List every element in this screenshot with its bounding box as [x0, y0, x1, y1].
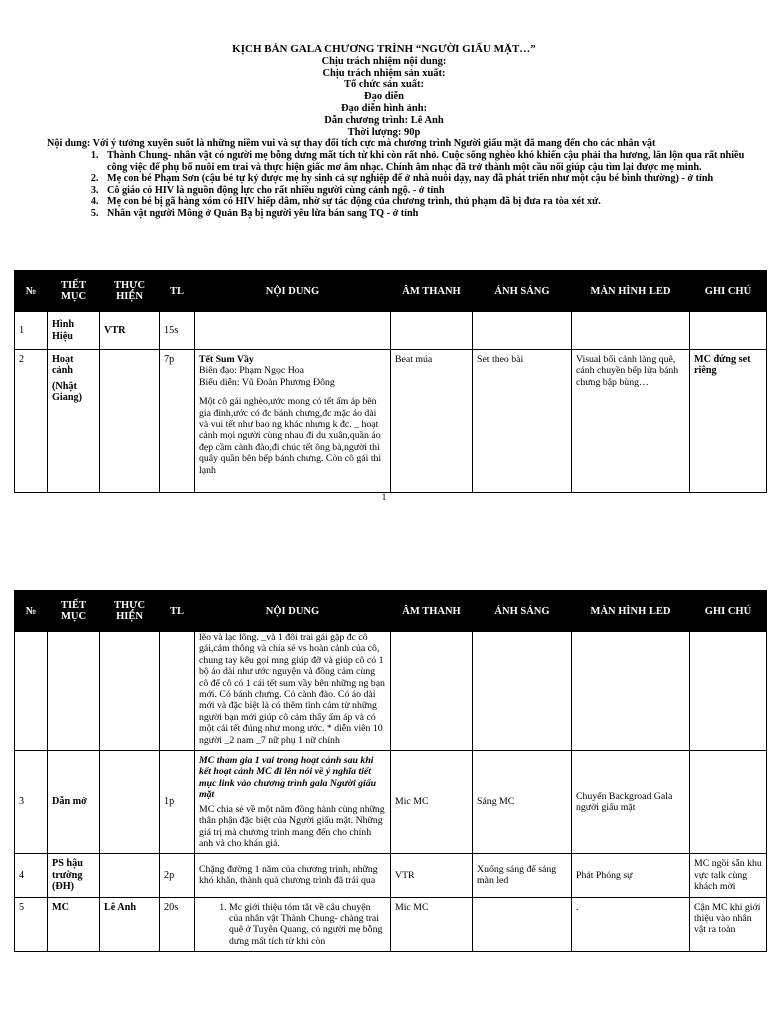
col-header-light: ÁNH SÁNG [473, 271, 572, 312]
script-table-page1 [14, 270, 767, 493]
cell-light: Set theo bài [473, 350, 572, 493]
act-choreographer: Biên đạo: Phạm Ngọc Hoa [199, 365, 305, 377]
header-line: Chịu trách nhiệm sản xuất: [322, 67, 446, 79]
col-header-content: NỘI DUNG [195, 591, 391, 632]
table-row [15, 897, 767, 952]
cell-content: lẽo và lạc lõng. _và 1 đôi trai gái gặp đc cô gái,cảm thông và chia sẻ vs hoàn cảnh của cô, chung tay kêu gọi mng giúp đỡ và giúp cô có 1 bộ áo dài như ước nguyện và đồng cảm cùng cô để cô có 1 cái tết sum vầy bên những ng bạn mới. Có bánh chưng. Có cành đào. Có áo dài mới và đặc biệt là có thêm tình cảm từ những người bạn mới giúp cô cảm thấy ấm áp và có một cái tết đúng như mong ước. * diễn viên 10 người _2 nam _7 nữ phụ 1 nữ chính [195, 632, 391, 751]
cell-led [572, 312, 690, 350]
table-row [15, 632, 767, 751]
cell-tl: 7p [160, 350, 195, 493]
cell-note: MC đứng set riêng [690, 350, 767, 493]
document-title: KỊCH BẢN GALA CHƯƠNG TRÌNH “NGƯỜI GIẤU MẶT…” [232, 43, 536, 55]
table-row [15, 312, 767, 350]
cell-tl: 15s [160, 312, 195, 350]
col-header-note: GHI CHÚ [690, 591, 767, 632]
cell-by [100, 751, 160, 854]
col-header-by: THỰC HIỆN [100, 271, 160, 312]
cell-light [473, 897, 572, 952]
cell-light [473, 632, 572, 751]
mc-content: MC chia sẻ về một năm đồng hành cùng những thân phận đặc biệt của Người giấu mặt. Những giá trị mà chương trình mang đến cho chính anh và cho khán giả. [199, 803, 385, 849]
cell-sound: Mic MC [391, 897, 473, 952]
col-header-item: TIẾT MỤC [48, 591, 100, 632]
document-header [0, 44, 768, 138]
col-header-sound: ÂM THANH [391, 271, 473, 312]
cell-content [195, 312, 391, 350]
mc-intro-list [199, 902, 386, 948]
cell-no: 2 [15, 350, 48, 493]
cell-no [15, 632, 48, 751]
cell-item: Hình Hiệu [48, 312, 100, 350]
cell-item [48, 632, 100, 751]
character-item: 3. Cô giáo có HIV là nguồn động lực cho rất nhiều người cùng cảnh ngộ. - ở tỉnh [101, 185, 758, 197]
table-header-row [15, 591, 767, 632]
col-header-content: NỘI DUNG [195, 271, 391, 312]
cell-led: Visual bối cảnh làng quê, cảnh chuyền bếp lửa bánh chưng bập bùng… [572, 350, 690, 493]
cell-content [195, 350, 391, 493]
cell-note: Cận MC khi giới thiệu vào nhân vật ra toàn [690, 897, 767, 952]
cell-light: Sáng MC [473, 751, 572, 854]
content-summary [0, 138, 768, 219]
cell-note: MC ngồi sẵn khu vực talk cùng khách mời [690, 854, 767, 897]
cell-item: Dẫn mở [48, 751, 100, 854]
cell-content: Chặng đường 1 năm của chương trình, những khó khăn, thành quả chương trình đã trải qua [195, 854, 391, 897]
cell-light [473, 312, 572, 350]
col-header-led: MÀN HÌNH LED [572, 271, 690, 312]
content-intro: Nội dung: Với ý tưởng xuyên suốt là những niềm vui và sự thay đổi tích cực mà chương trình Người giấu mặt đã mang đến cho các nhân vật [47, 138, 656, 150]
col-header-no: № [15, 271, 48, 312]
cell-sound: VTR [391, 854, 473, 897]
cell-by: VTR [100, 312, 160, 350]
header-line: Thời lượng: 90p [347, 126, 421, 138]
cell-by [100, 350, 160, 493]
page-gap [0, 510, 768, 590]
col-header-no: № [15, 591, 48, 632]
cell-led [572, 632, 690, 751]
cell-no: 1 [15, 312, 48, 350]
cell-tl: 2p [160, 854, 195, 897]
document-page-2 [0, 590, 768, 1024]
cell-no: 3 [15, 751, 48, 854]
col-header-sound: ÂM THANH [391, 591, 473, 632]
cell-sound: Mic MC [391, 751, 473, 854]
cell-light: Xuống sáng để sáng màn led [473, 854, 572, 897]
mc-direction: MC tham gia 1 vai trong hoạt cảnh sau khi kết hoạt cảnh MC đi lên nói về ý nghĩa tiết mục link vào chương trình gala Người giấu mặt [199, 755, 377, 801]
act-performer: Biểu diễn: Vũ Đoàn Phương Đông [199, 376, 335, 388]
col-header-by: THỰC HIỆN [100, 591, 160, 632]
cell-sound [391, 632, 473, 751]
table-row [15, 751, 767, 854]
header-line: Chịu trách nhiệm nội dung: [321, 55, 447, 67]
cell-by [100, 632, 160, 751]
cell-item: PS hậu trường (ĐH) [48, 854, 100, 897]
cell-sound: Beat múa [391, 350, 473, 493]
cell-no: 4 [15, 854, 48, 897]
item-title: Hoạt cảnh [52, 354, 74, 377]
col-header-tl: TL [160, 591, 195, 632]
cell-no: 5 [15, 897, 48, 952]
cell-note [690, 312, 767, 350]
character-item: 4. Mẹ con bé bị gã hàng xóm có HIV hiếp dâm, nhờ sự tác động của chương trình, thủ phạm đã bị đưa ra tòa xét xử. [101, 196, 758, 208]
cell-sound [391, 312, 473, 350]
list-item: 1. Mc giới thiệu tóm tắt về câu chuyện của nhân vật Thành Chung- chàng trai quê ở Tuyên Quang, có người mẹ bỗng dưng mất tích từ khi còn [229, 902, 386, 948]
character-list [47, 150, 758, 220]
character-item: 5. Nhân vật người Mông ở Quản Bạ bị người yêu lừa bán sang TQ - ở tỉnh [101, 208, 758, 220]
col-header-item: TIẾT MỤC [48, 271, 100, 312]
character-item: 1. Thành Chung- nhân vật có người mẹ bỗng dưng mất tích từ khi còn rất nhỏ. Cuộc sống nghèo khó khiến cậu phải tha hương, lăn lộn qua rất nhiều công việc để phụ bố nuôi em trai và thực hiện giấc mơ âm nhạc. Chính âm nhạc đã trở thành một cầu nối giúp cậu tìm lại được mẹ mình. [101, 150, 758, 173]
table-row [15, 350, 767, 493]
table-row [15, 854, 767, 897]
table-header-row [15, 271, 767, 312]
col-header-led: MÀN HÌNH LED [572, 591, 690, 632]
header-line: Dẫn chương trình: Lê Anh [324, 114, 444, 126]
col-header-light: ÁNH SÁNG [473, 591, 572, 632]
cell-item: MC [48, 897, 100, 952]
act-title: Tết Sum Vầy [199, 354, 254, 365]
cell-tl: 20s [160, 897, 195, 952]
act-description: Một cô gái nghèo,ước mong có tết ấm áp bên gia đình,ước có đc bánh chưng,đc mặc áo dài và vui tết như bao ng khác nhưng k đc. _ hoạt cảnh mọi người cùng nhau đi du xuân,quần áo đẹp cầm cành đào,đi chúc tết ông bà,người thì quây quần bên bếp bánh chưng. Còn cô gái thì lạnh [199, 396, 382, 476]
header-line: Tổ chức sản xuất: [343, 79, 425, 91]
cell-led: Phát Phóng sự [572, 854, 690, 897]
cell-led: . [572, 897, 690, 952]
character-item: 2. Mẹ con bé Phạm Sơn (cậu bé tự kỷ được mẹ hy sinh cả sự nghiệp để ở nhà nuôi dạy, nay đã phát triển như một cậu bé bình thường) - ở tỉnh [101, 173, 758, 185]
script-table-page2 [14, 590, 767, 952]
cell-item [48, 350, 100, 493]
col-header-tl: TL [160, 271, 195, 312]
header-line: Đạo diễn hình ảnh: [340, 102, 428, 114]
col-header-note: GHI CHÚ [690, 271, 767, 312]
cell-content [195, 751, 391, 854]
cell-tl [160, 632, 195, 751]
cell-by [100, 854, 160, 897]
document-page-1 [0, 0, 768, 510]
header-line: Đạo diễn [364, 91, 404, 103]
item-sub: (Nhật Giang) [52, 380, 83, 404]
cell-note [690, 632, 767, 751]
cell-led: Chuyển Backgroad Gala người giấu mặt [572, 751, 690, 854]
page-number: 1 [381, 492, 387, 502]
cell-tl: 1p [160, 751, 195, 854]
cell-note [690, 751, 767, 854]
cell-content [195, 897, 391, 952]
cell-by: Lê Anh [100, 897, 160, 952]
content-clip [199, 354, 386, 488]
